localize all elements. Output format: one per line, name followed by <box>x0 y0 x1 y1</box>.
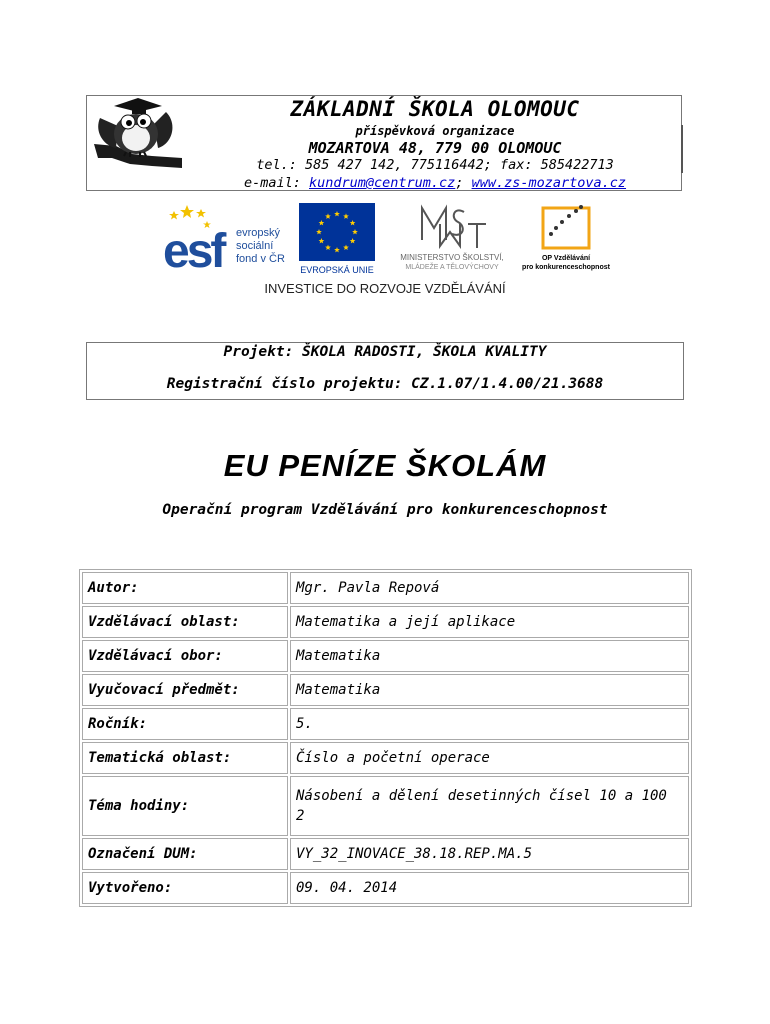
info-label: Autor: <box>82 572 288 604</box>
email-separator: ; <box>455 175 472 191</box>
table-row <box>82 572 689 604</box>
web-link[interactable]: www.zs-mozartova.cz <box>471 175 627 191</box>
email-link[interactable]: kundrum@centrum.cz <box>309 175 456 191</box>
info-value: VY_32_INOVACE_38.18.REP.MA.5 <box>290 838 689 870</box>
table-row <box>82 838 689 870</box>
investice-tagline: INVESTICE DO ROZVOJE VZDĚLÁVÁNÍ <box>264 281 506 296</box>
project-name: Projekt: ŠKOLA RADOSTI, ŠKOLA KVALITY <box>223 344 547 360</box>
eu-flag-icon <box>296 203 378 275</box>
info-label: Označení DUM: <box>82 838 288 870</box>
school-address: MOZARTOVA 48, 779 00 OLOMOUC <box>308 139 562 157</box>
info-label: Vyučovací předmět: <box>82 674 288 706</box>
page-title: EU PENÍZE ŠKOLÁM <box>223 448 547 483</box>
owl-logo-icon <box>92 96 184 176</box>
school-email-line <box>170 175 700 191</box>
info-value: Matematika <box>290 640 689 672</box>
table-row <box>82 872 689 904</box>
esf-line-1: evropský <box>236 227 281 239</box>
svg-text:esf: esf <box>163 225 224 271</box>
table-row <box>82 708 689 740</box>
info-label: Vytvořeno: <box>82 872 288 904</box>
info-value: Číslo a početní operace <box>290 742 689 774</box>
program-subtitle: Operační program Vzdělávání pro konkurenceschopnost <box>162 502 608 518</box>
msmt-line-1: MINISTERSTVO ŠKOLSTVÍ, <box>400 253 504 262</box>
info-table <box>79 569 692 907</box>
msmt-line-2: MLÁDEŽE A TĚLOVÝCHOVY <box>405 264 499 271</box>
school-name: ZÁKLADNÍ ŠKOLA OLOMOUC <box>290 97 580 121</box>
school-contact: tel.: 585 427 142, 775116442; fax: 585422713 <box>256 157 614 173</box>
header-box-edge <box>681 125 683 173</box>
school-subtitle: příspěvková organizace <box>355 124 515 138</box>
table-row <box>82 640 689 672</box>
info-label: Vzdělávací obor: <box>82 640 288 672</box>
info-value: 5. <box>290 708 689 740</box>
table-row <box>82 674 689 706</box>
info-label: Tematická oblast: <box>82 742 288 774</box>
table-row <box>82 606 689 638</box>
msmt-logo-icon <box>382 202 522 272</box>
op-line-2: pro konkurenceschopnost <box>522 264 610 271</box>
op-vzdelavani-logo-icon <box>521 202 611 274</box>
esf-logo-icon <box>161 203 291 271</box>
info-value: Násobení a dělení desetinných čísel 10 a 100 2 <box>290 776 689 836</box>
info-label: Ročník: <box>82 708 288 740</box>
email-prefix: e-mail: <box>243 175 309 191</box>
info-value: Matematika <box>290 674 689 706</box>
info-label: Vzdělávací oblast: <box>82 606 288 638</box>
table-row <box>82 742 689 774</box>
table-row <box>82 776 689 836</box>
info-value: Mgr. Pavla Repová <box>290 572 689 604</box>
info-value: Matematika a její aplikace <box>290 606 689 638</box>
esf-line-3: fond v ČR <box>236 253 285 265</box>
info-label: Téma hodiny: <box>82 776 288 836</box>
info-value: 09. 04. 2014 <box>290 872 689 904</box>
project-registration: Registrační číslo projektu: CZ.1.07/1.4.00/21.3688 <box>166 376 604 392</box>
eu-label: EVROPSKÁ UNIE <box>300 265 374 275</box>
esf-line-2: sociální <box>236 240 274 252</box>
op-line-1: OP Vzdělávání <box>541 255 591 262</box>
